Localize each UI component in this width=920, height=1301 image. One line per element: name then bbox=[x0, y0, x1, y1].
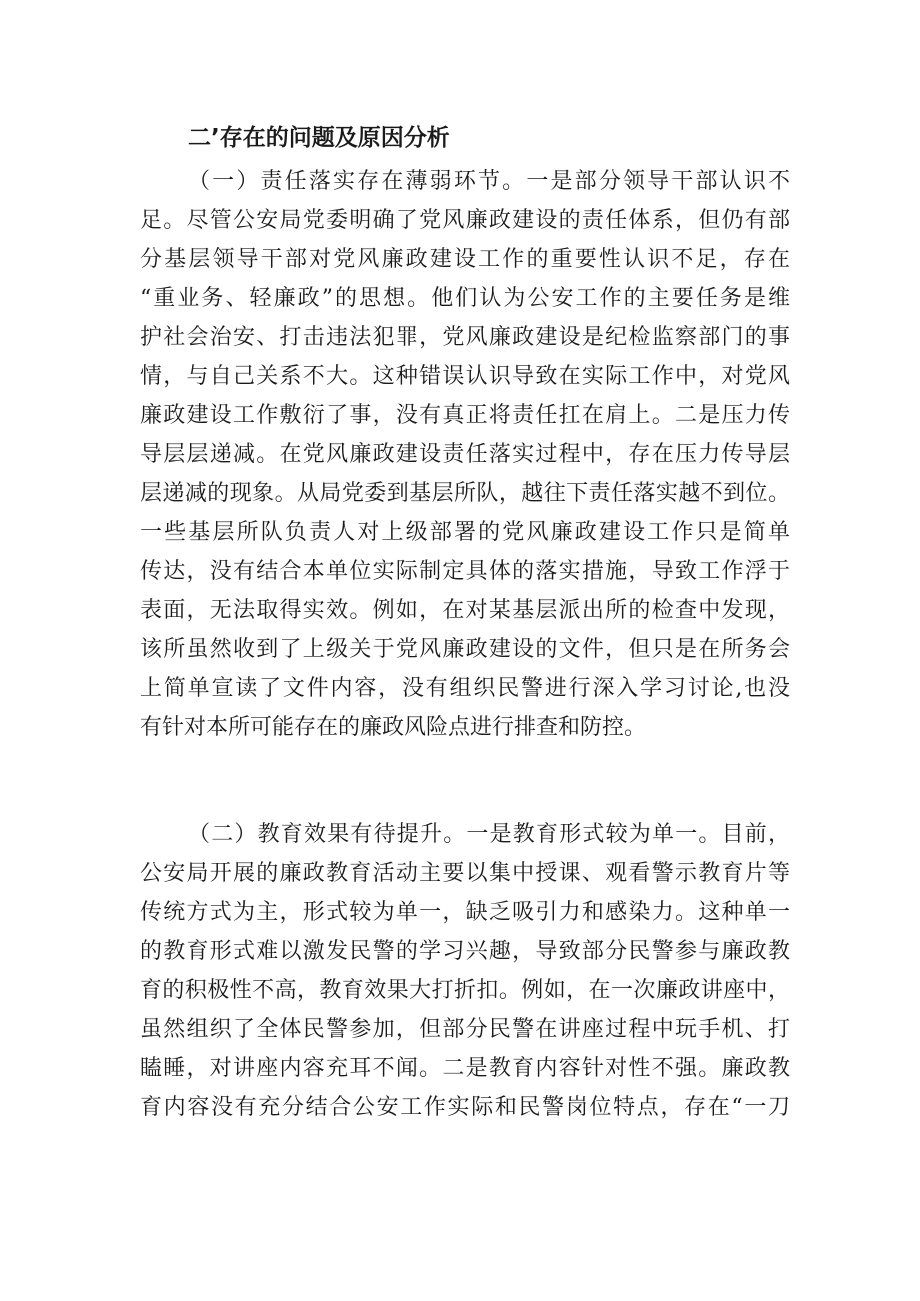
text-line: 育内容没有充分结合公安工作实际和民警岗位特点，存在“一刀 bbox=[140, 1095, 790, 1120]
text-line: 育的积极性不高，教育效果大打折扣。例如，在一次廉政讲座中， bbox=[140, 978, 790, 1003]
text-line: 传达，没有结合本单位实际制定具体的落实措施，导致工作浮于 bbox=[140, 559, 790, 584]
text-line: 廉政建设工作敷衍了事，没有真正将责任扛在肩上。二是压力传 bbox=[140, 403, 790, 428]
paragraph-education bbox=[140, 815, 790, 1127]
text-line: 导层层递减。在党风廉政建设责任落实过程中，存在压力传导层 bbox=[140, 442, 790, 467]
text-line: 瞌睡，对讲座内容充耳不闻。二是教育内容针对性不强。廉政教 bbox=[140, 1056, 790, 1081]
section-heading: 二’存在的问题及原因分析 bbox=[188, 125, 450, 151]
text-line: 护社会治安、打击违法犯罪，党风廉政建设是纪检监察部门的事 bbox=[140, 325, 790, 350]
text-line: 上简单宣读了文件内容，没有组织民警进行深入学习讨论,也没 bbox=[140, 676, 790, 701]
paragraph-responsibility bbox=[140, 162, 790, 747]
text-line: 的教育形式难以激发民警的学习兴趣，导致部分民警参与廉政教 bbox=[140, 939, 790, 964]
text-line: 情，与自己关系不大。这种错误认识导致在实际工作中，对党风 bbox=[140, 364, 790, 389]
text-line: 公安局开展的廉政教育活动主要以集中授课、观看警示教育片等 bbox=[140, 861, 790, 886]
text-line: 层递减的现象。从局党委到基层所队，越往下责任落实越不到位。 bbox=[140, 481, 790, 506]
text-line: “重业务、轻廉政”的思想。他们认为公安工作的主要任务是维 bbox=[140, 286, 790, 311]
text-line: 虽然组织了全体民警参加，但部分民警在讲座过程中玩手机、打 bbox=[140, 1017, 790, 1042]
text-line: （二）教育效果有待提升。一是教育形式较为单一。目前， bbox=[188, 822, 790, 847]
text-line: 传统方式为主，形式较为单一，缺乏吸引力和感染力。这种单一 bbox=[140, 900, 790, 925]
text-line: （一）责任落实存在薄弱环节。一是部分领导干部认识不 bbox=[188, 169, 790, 194]
text-line: 一些基层所队负责人对上级部署的党风廉政建设工作只是简单 bbox=[140, 520, 790, 545]
text-line: 该所虽然收到了上级关于党风廉政建设的文件，但只是在所务会 bbox=[140, 637, 790, 662]
text-line: 表面，无法取得实效。例如，在对某基层派出所的检查中发现， bbox=[140, 598, 790, 623]
text-line: 分基层领导干部对党风廉政建设工作的重要性认识不足，存在 bbox=[140, 247, 790, 272]
text-line: 足。尽管公安局党委明确了党风廉政建设的责任体系，但仍有部 bbox=[140, 208, 790, 233]
text-line: 有针对本所可能存在的廉政风险点进行排查和防控。 bbox=[140, 715, 647, 740]
